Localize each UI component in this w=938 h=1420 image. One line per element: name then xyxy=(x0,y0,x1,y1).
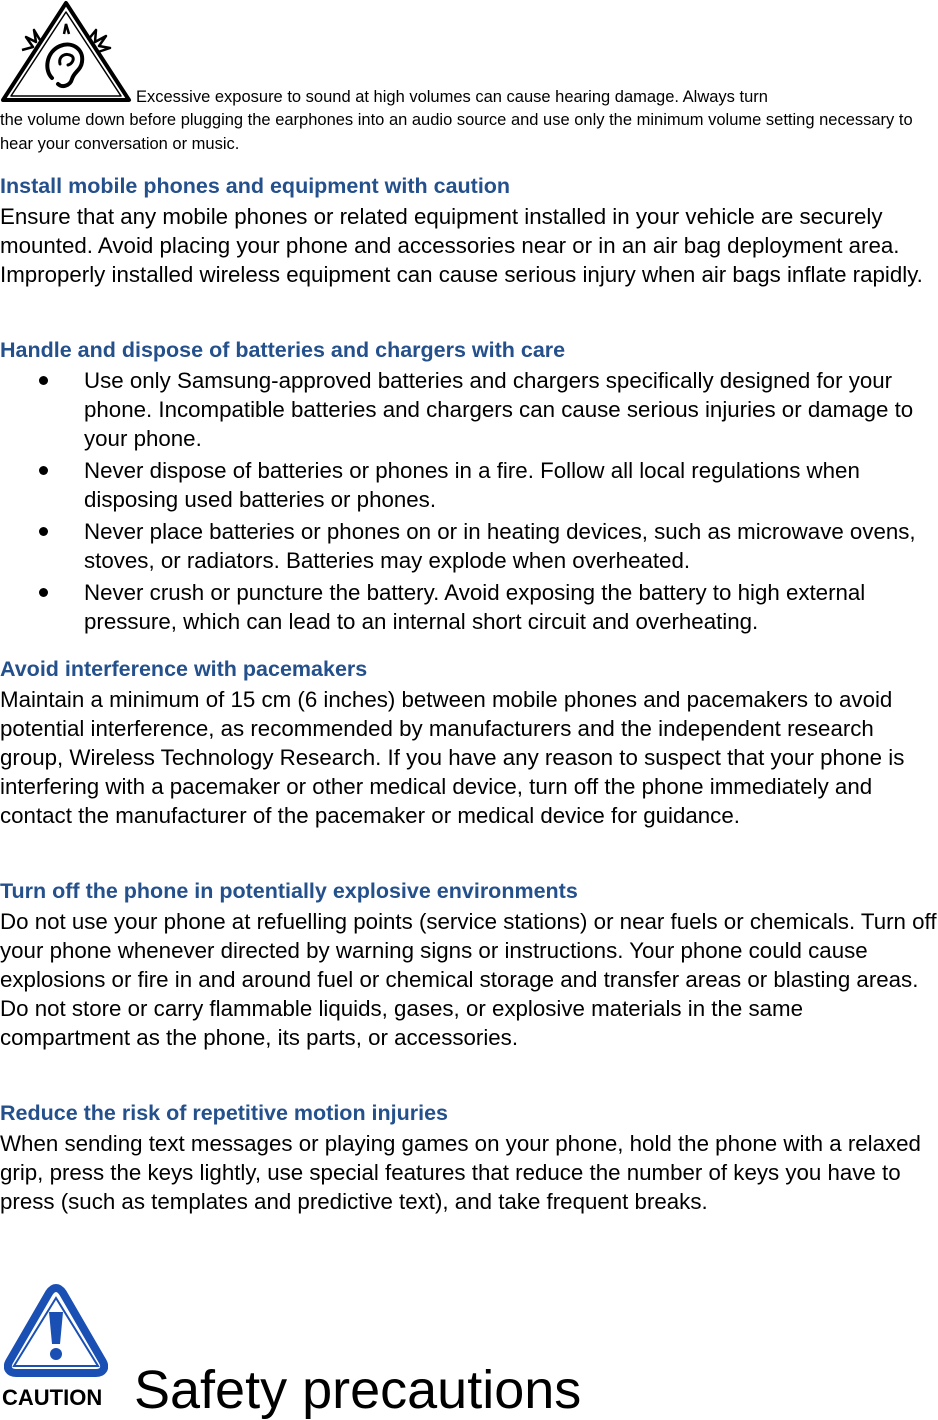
list-item xyxy=(0,578,938,636)
section-body: Ensure that any mobile phones or related equipment installed in your vehicle are securely mounted. Avoid placing your phone and accessories near or in an air bag deployment area. Improperly installed wireless equipment can cause serious injury when air bags inflate rapidly. xyxy=(0,204,923,287)
list-item xyxy=(0,456,938,514)
hearing-damage-warning-icon xyxy=(0,0,132,106)
list-item-text: Use only Samsung-approved batteries and chargers specifically designed for your phone. Incompatible batteries and chargers can cause serious injuries or damage to your phone. xyxy=(84,368,914,451)
bullet-icon xyxy=(39,466,48,475)
section-batteries xyxy=(0,336,938,639)
list-item xyxy=(0,366,938,453)
caution-exclamation-icon xyxy=(4,1282,108,1378)
page-title: Safety precautions xyxy=(134,1360,582,1420)
caution-label: CAUTION xyxy=(2,1385,103,1410)
bullet-icon xyxy=(39,527,48,536)
list-item xyxy=(0,517,938,575)
section-heading: Avoid interference with pacemakers xyxy=(0,657,368,681)
caution-header xyxy=(0,1282,938,1419)
bullet-icon xyxy=(39,588,48,597)
bullet-icon xyxy=(39,376,48,385)
section-body: When sending text messages or playing games on your phone, hold the phone with a relaxed grip, press the keys lightly, use special features that reduce the number of keys you have to press (such as templates and predictive text), and take frequent breaks. xyxy=(0,1131,921,1214)
warning-text-line1: Excessive exposure to sound at high volumes can cause hearing damage. Always turn xyxy=(136,88,768,106)
battery-bullet-list xyxy=(0,366,938,636)
section-heading: Reduce the risk of repetitive motion injuries xyxy=(0,1101,449,1125)
list-item-text: Never place batteries or phones on or in heating devices, such as microwave ovens, stoves, or radiators. Batteries may explode when overheated. xyxy=(84,519,916,573)
section-pacemakers xyxy=(0,655,938,830)
section-body: Maintain a minimum of 15 cm (6 inches) between mobile phones and pacemakers to avoid potential interference, as recommended by manufacturers and the independent research group, Wireless Technology Research. If you have any reason to suspect that your phone is interfering with a pacemaker or other medical device, turn off the phone immediately and contact the manufacturer of the pacemaker or medical device for guidance. xyxy=(0,687,905,828)
list-item-text: Never dispose of batteries or phones in a fire. Follow all local regulations when disposing used batteries or phones. xyxy=(84,458,860,512)
section-heading: Handle and dispose of batteries and chargers with care xyxy=(0,338,566,362)
list-item-text: Never crush or puncture the battery. Avoid exposing the battery to high external pressure, which can lead to an internal short circuit and overheating. xyxy=(84,580,866,634)
section-explosive-environments xyxy=(0,877,938,1052)
section-heading: Install mobile phones and equipment with caution xyxy=(0,174,511,198)
section-install-phones xyxy=(0,172,938,289)
section-heading: Turn off the phone in potentially explosive environments xyxy=(0,879,578,903)
section-repetitive-motion xyxy=(0,1099,938,1216)
section-body: Do not use your phone at refuelling points (service stations) or near fuels or chemicals. Turn off your phone whenever directed by warning signs or instructions. Your phone could cause explosions or fire in and around fuel or chemical storage and transfer areas or blasting areas. Do not store or carry flammable liquids, gases, or explosive materials in the same compartment as the phone, its parts, or accessories. xyxy=(0,909,937,1050)
warning-text: the volume down before plugging the earphones into an audio source and use only the minimum volume setting necessary to hear your conversation or music. xyxy=(0,111,913,153)
